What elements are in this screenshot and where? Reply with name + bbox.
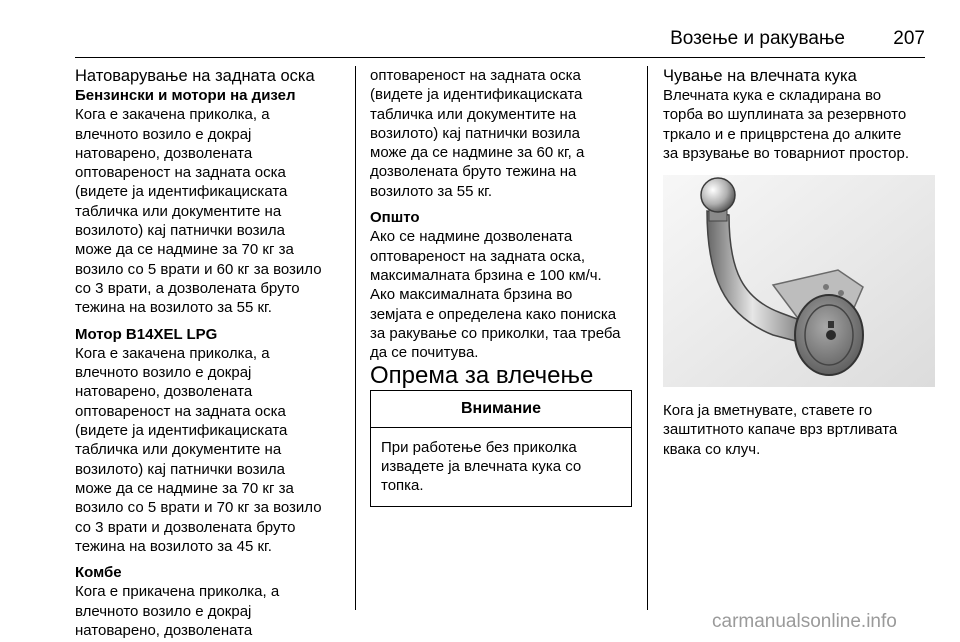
warning-box: [370, 390, 632, 506]
paragraph-general: [370, 227, 638, 362]
column-divider: [355, 66, 356, 610]
text-line: со 3 врати и дозволената бруто: [75, 518, 296, 536]
text-line: тркало и е прицврстена до алките: [663, 125, 902, 143]
text-line: Ако се надмине дозволената: [370, 228, 573, 246]
text-line: Кога ја вметнувате, ставете го: [663, 402, 873, 420]
warning-body: [371, 428, 631, 506]
text-line: може да се надмине за 60 кг, а: [370, 144, 585, 162]
text-line: возилото) кај патнички возила: [370, 124, 581, 142]
subheading-van: Комбе: [75, 564, 122, 582]
text-line: Кога е закачена приколка, а: [75, 106, 270, 124]
text-line: табличка или документите на: [75, 202, 282, 220]
text-line: дозволената бруто тежина на: [370, 163, 577, 181]
column-middle: [370, 66, 638, 507]
text-line: При работење без приколка: [381, 438, 577, 456]
header-rule: [75, 57, 925, 58]
text-line: оптовареност на задната оска: [75, 402, 286, 420]
subheading-petrol-diesel: Бензински и мотори на дизел: [75, 87, 296, 104]
warning-heading: Внимание: [371, 391, 631, 427]
text-line: оптовареност на задната оска,: [370, 247, 586, 265]
text-line: (видете ја идентификациската: [370, 86, 583, 104]
text-line: Влечната кука е складирана во: [663, 87, 882, 104]
towbar-illustration: [663, 175, 935, 387]
text-line: земјата е определена како пониска: [370, 305, 617, 323]
subheading-lpg: Мотор B14XEL LPG: [75, 325, 218, 343]
page-header: [75, 28, 925, 54]
text-line: тежина на возилото за 55 кг.: [75, 299, 272, 317]
text-line: влечното возило е докрај: [75, 125, 252, 143]
paragraph-petrol-diesel: [75, 105, 350, 317]
paragraph-van-continued: [370, 66, 638, 201]
text-line: (видете ја идентификациската: [75, 422, 288, 440]
text-line: тежина на возилото за 45 кг.: [75, 537, 272, 555]
column-divider: [647, 66, 648, 610]
text-line: возило со 5 врати и 60 кг за возило: [75, 260, 322, 278]
text-line: може да се надмине за 70 кг за: [75, 479, 294, 497]
text-line: влечното возило е докрај: [75, 364, 252, 382]
text-line: влечното возило е докрај: [75, 602, 252, 620]
text-line: максималната брзина е 100 км/ч.: [370, 266, 602, 284]
text-line: извадете ја влечната кука со: [381, 458, 582, 476]
text-line: може да се надмине за 70 кг за: [75, 241, 294, 259]
text-line: Ако максималната брзина во: [370, 286, 573, 304]
text-line: за ракување со приколки, таа треба: [370, 324, 621, 342]
text-line: табличка или документите на: [370, 105, 577, 123]
watermark: carmanualsonline.info: [712, 611, 897, 632]
text-line: натоварено, дозволената: [75, 144, 253, 162]
text-line: со 3 врати, а дозволената бруто: [75, 279, 300, 297]
text-line: (видете ја идентификациската: [75, 183, 288, 201]
text-line: табличка или документите на: [75, 441, 282, 459]
text-line: возило со 5 врати и 70 кг за возило: [75, 499, 322, 517]
text-line: да се почитува.: [370, 344, 479, 362]
text-line: заштитното капаче врз вртливата: [663, 421, 898, 439]
towbar-image: [663, 175, 935, 387]
text-line: возилото) кај патнички возила: [75, 460, 286, 478]
text-line: возилото) кај патнички возила: [75, 222, 286, 240]
section-title-storage: Чување на влечната кука: [663, 67, 857, 85]
big-heading: Опрема за влечење: [370, 362, 594, 390]
text-line: торба во шуплината за резервното: [663, 106, 907, 124]
column-right: [663, 66, 933, 459]
column-left: [75, 66, 350, 640]
text-line: топка.: [381, 477, 424, 495]
text-line: оптовареност на задната оска: [75, 164, 286, 182]
text-line: Кога е закачена приколка, а: [75, 344, 270, 362]
text-line: натоварено, дозволената: [75, 383, 253, 401]
paragraph-van: [75, 582, 350, 640]
header-title: Возење и ракување: [670, 28, 845, 49]
section-title: Натоварување на задната оска: [75, 67, 315, 85]
paragraph-insert: [663, 401, 933, 459]
subheading-general: Општо: [370, 209, 420, 227]
page-number: 207: [893, 28, 925, 49]
text-line: за врзување во товарниот простор.: [663, 144, 909, 162]
paragraph-lpg: [75, 344, 350, 556]
text-line: оптовареност на задната оска: [370, 67, 581, 84]
text-line: натоварено, дозволената: [75, 622, 253, 640]
text-line: квака со клуч.: [663, 440, 761, 458]
text-line: возилото за 55 кг.: [370, 182, 492, 200]
paragraph-storage: [663, 86, 933, 163]
text-line: Кога е прикачена приколка, а: [75, 583, 280, 601]
